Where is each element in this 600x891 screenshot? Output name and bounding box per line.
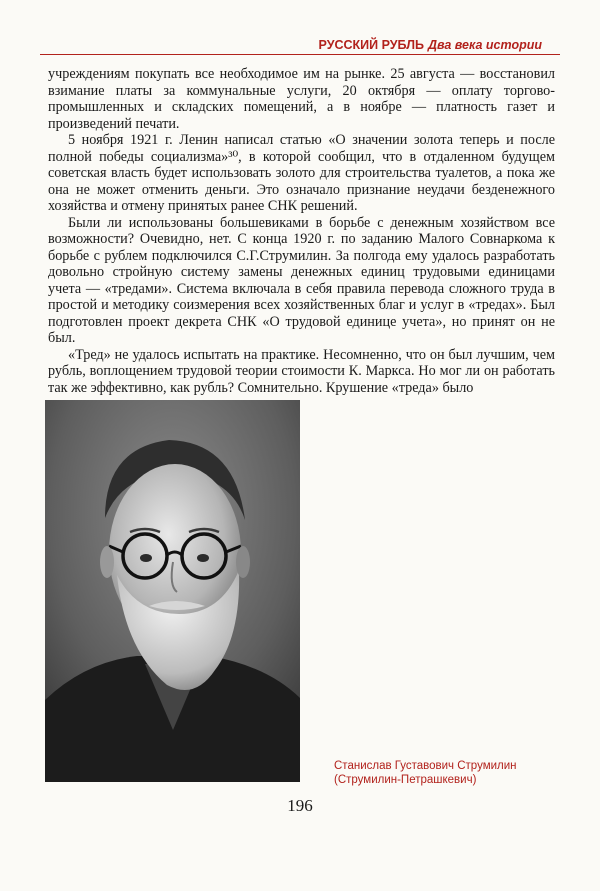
paragraph: учреждениям покупать все необходимое им на рынке. 25 августа — восстановил взимание платы за коммунальные услуги, 20 октября — оплату торгово-промышленных и складских помещений, а в ноябре — платность газет и произведений печати. xyxy=(48,66,555,132)
page-number: 196 xyxy=(287,796,313,815)
paragraph: 5 ноября 1921 г. Ленин написал статью «О значении золота теперь и после полной победы социализма»³⁰, в которой сообщил, что в отдаленном будущем советская власть будет использовать золото для строительства туалетов, а пока же она не может отменить деньги. Это означало признание неудачи безденежного хозяйства и отмену принятых ранее СНК решений. xyxy=(48,132,555,214)
portrait-photo xyxy=(45,400,300,782)
header-rule xyxy=(40,54,560,55)
portrait-illustration xyxy=(45,400,300,782)
photo-caption xyxy=(334,759,564,787)
body-text xyxy=(48,66,555,396)
running-header xyxy=(40,30,560,56)
book-title: РУССКИЙ РУБЛЬ xyxy=(318,38,424,52)
caption-alt-name: (Струмилин-Петрашкевич) xyxy=(334,774,477,786)
caption-name: Станислав Густавович Струмилин xyxy=(334,760,517,772)
running-title xyxy=(319,38,542,52)
paragraph: «Тред» не удалось испытать на практике. Несомненно, что он был лучшим, чем рубль, воплощением трудовой теории стоимости К. Маркса. Но мог ли он работать так же эффективно, как рубль? Сомнительно. Крушение «треда» было xyxy=(48,346,555,396)
book-subtitle: Два века истории xyxy=(427,38,542,52)
paragraph: Были ли использованы большевиками в борьбе с денежным хозяйством все возможности? Очевидно, нет. С конца 1920 г. по заданию Малого Совнаркома к борьбе с рублем подключился С.Г.Струмилин. За полгода ему удалось разработать довольно стройную систему замены денежных единиц трудовыми единицами учета — «тредами». Система включала в себя правила перевода сложного труда в простой и методику соизмерения всех хозяйственных благ и услуг в «тредах». Был подготовлен проект декрета СНК «О трудовой единице учета», но принят он не был. xyxy=(48,214,555,346)
